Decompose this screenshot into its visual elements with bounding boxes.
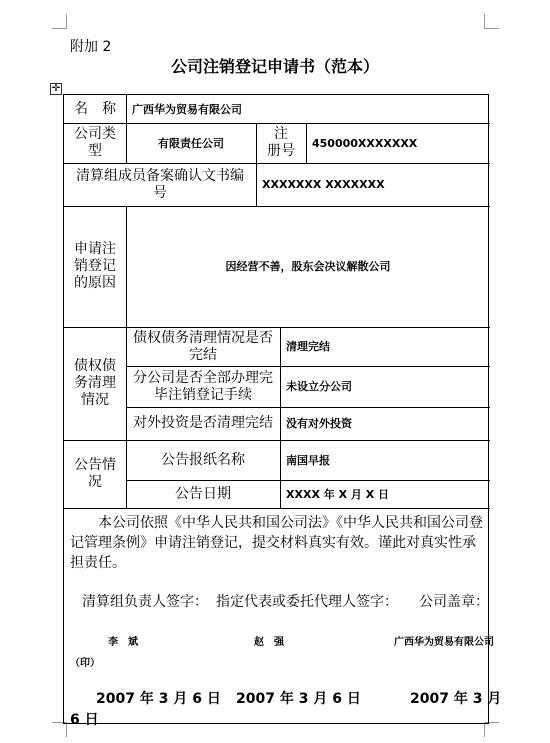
- value-company-type[interactable]: 有限责任公司: [158, 136, 224, 150]
- answer-investment-cleared[interactable]: 没有对外投资: [286, 417, 352, 430]
- attachment-label: 附加 2: [70, 39, 112, 55]
- agent-signature[interactable]: 赵 强: [254, 637, 284, 648]
- value-deregistration-reason[interactable]: 因经营不善，股东会决议解散公司: [225, 260, 391, 273]
- question-newspaper-name: 公告报纸名称: [161, 451, 245, 468]
- crop-mark-top-left: [52, 14, 67, 29]
- label-debt-clearing: 债权债务清理情况: [74, 358, 116, 408]
- question-debt-cleared: 债权债务清理情况是否完结: [133, 329, 273, 363]
- question-notice-date: 公告日期: [175, 485, 231, 502]
- value-liquidation-team-doc-number[interactable]: XXXXXXX XXXXXXX: [262, 178, 385, 191]
- date-agent[interactable]: 2007 年 3 月 6 日: [236, 691, 361, 707]
- date-company[interactable]: 2007 年 3 月: [410, 691, 502, 707]
- team-leader-signature[interactable]: 李 斌: [108, 637, 138, 648]
- label-public-notice: 公告情况: [74, 457, 116, 490]
- answer-notice-date[interactable]: XXXX 年 X 月 X 日: [286, 487, 390, 501]
- seal-note: （印）: [70, 658, 100, 669]
- value-registration-number[interactable]: 450000XXXXXXX: [312, 136, 418, 150]
- answer-newspaper-name[interactable]: 南国早报: [286, 453, 330, 467]
- label-company-type: 公司类型: [74, 126, 116, 159]
- date-company-continued[interactable]: 6 日: [70, 712, 99, 728]
- company-seal-text[interactable]: 广西华为贸易有限公司: [394, 637, 494, 648]
- value-company-name[interactable]: 广西华为贸易有限公司: [132, 102, 242, 116]
- application-form-table: [63, 94, 489, 724]
- question-investment-cleared: 对外投资是否清理完结: [133, 415, 273, 431]
- crop-mark-bottom-left: [52, 722, 67, 737]
- table-move-handle-icon[interactable]: ✛: [51, 83, 61, 94]
- label-liquidation-team-doc-number: 清算组成员备案确认文书编号: [76, 167, 244, 201]
- declaration-text: 本公司依照《中华人民共和国公司法》《中华人民共和国公司登记管理条例》申请注销登记，提交材料真实有效。谨此对真实性承担责任。: [70, 515, 483, 571]
- label-agent-signature: 指定代表或委托代理人签字：: [216, 594, 398, 610]
- crop-mark-top-right: [484, 14, 499, 29]
- answer-branch-deregistered[interactable]: 未设立分公司: [286, 380, 352, 393]
- label-registration-number: 注 册号: [267, 126, 302, 159]
- date-team-leader[interactable]: 2007 年 3 月 6 日: [96, 691, 221, 707]
- label-team-leader-signature: 清算组负责人签字：: [82, 594, 208, 610]
- question-branch-deregistered: 分公司是否全部办理完毕注销登记手续: [133, 369, 273, 403]
- declaration-statement: [70, 513, 484, 573]
- answer-debt-cleared[interactable]: 清理完结: [286, 340, 330, 353]
- crop-mark-bottom-right: [484, 722, 499, 737]
- label-company-seal: 公司盖章：: [419, 594, 489, 610]
- document-title: 公司注销登记申请书（范本）: [170, 57, 379, 76]
- label-company-name: 名 称: [74, 100, 116, 117]
- label-deregistration-reason: 申请注销登记的原因: [74, 241, 116, 291]
